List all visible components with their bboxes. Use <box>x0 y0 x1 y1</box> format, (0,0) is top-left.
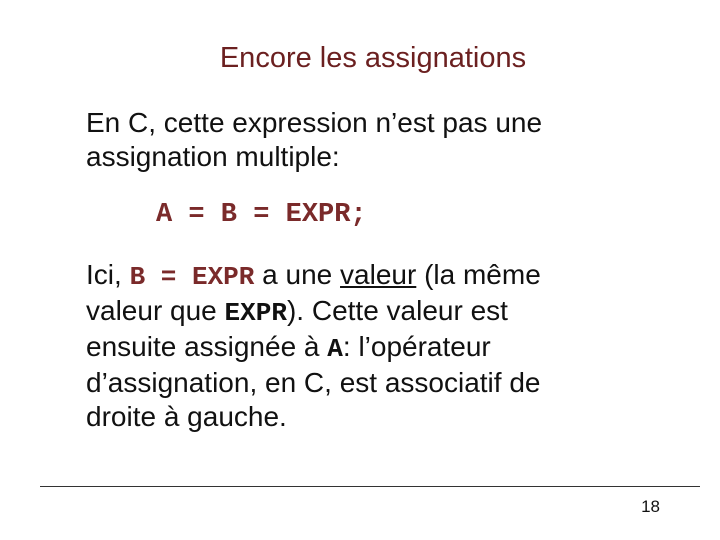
explanation-line-2 <box>86 294 686 330</box>
inline-code: B = EXPR <box>129 262 255 292</box>
text-segment: valeur que <box>86 295 225 326</box>
footer-divider <box>40 486 700 487</box>
intro-paragraph <box>86 106 686 174</box>
inline-code: EXPR <box>224 298 287 328</box>
intro-line-2: assignation multiple: <box>86 141 340 172</box>
text-segment: ). Cette valeur est <box>286 295 508 326</box>
intro-line-1: En C, cette expression n’est pas une <box>86 107 543 138</box>
text-segment: : l’opérateur <box>342 331 491 362</box>
slide-title: Encore les assignations <box>219 42 527 74</box>
text-segment: (la même <box>416 259 541 290</box>
text-segment: a une <box>254 259 341 290</box>
text-segment: Ici, <box>86 259 130 290</box>
underlined-word: valeur <box>340 259 417 290</box>
text-segment: ensuite assignée à <box>86 331 328 362</box>
explanation-line-4: d’assignation, en C, est associatif de <box>86 367 541 398</box>
page-number: 18 <box>641 497 660 516</box>
code-example: A = B = EXPR; <box>156 200 367 230</box>
inline-code: A <box>327 334 343 364</box>
explanation-line-1 <box>86 258 686 294</box>
explanation-paragraph <box>86 258 686 434</box>
explanation-line-3 <box>86 330 686 366</box>
explanation-line-5: droite à gauche. <box>86 401 287 432</box>
